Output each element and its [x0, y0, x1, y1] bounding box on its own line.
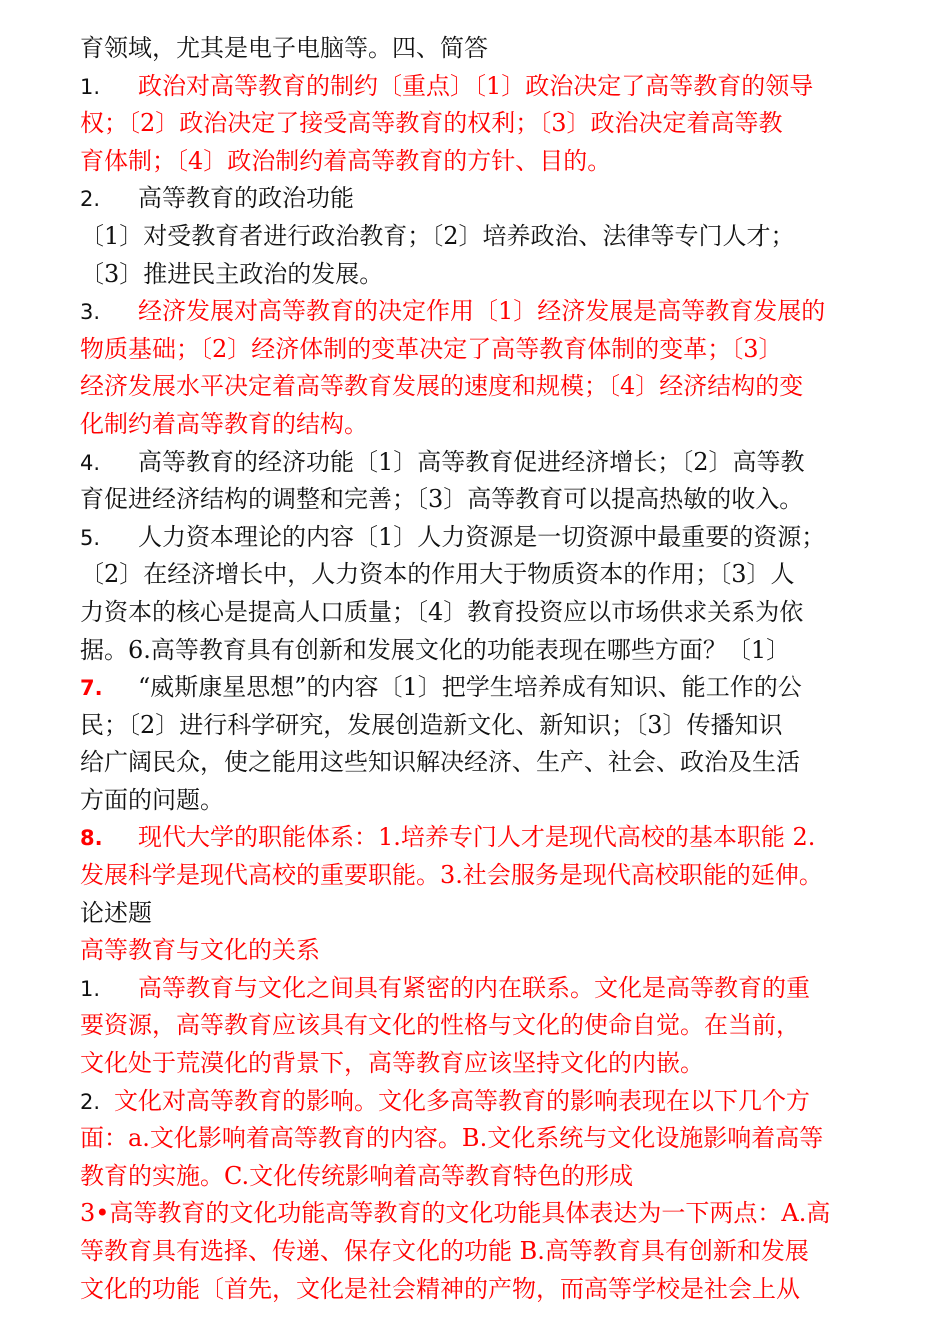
text-line [80, 368, 880, 406]
line-text: 3•高等教育的文化功能高等教育的文化功能具体表达为一下两点：A.高 [80, 1199, 831, 1228]
line-text: 育促进经济结构的调整和完善；〔3〕高等教育可以提高热敏的收入。 [80, 485, 804, 514]
text-line [80, 744, 880, 782]
text-line [80, 1120, 880, 1158]
line-text: 〔2〕在经济增长中，人力资本的作用大于物质资本的作用；〔3〕人 [80, 560, 795, 589]
line-text: 等教育具有选择、传递、保存文化的功能 B.高等教育具有创新和发展 [80, 1237, 809, 1265]
line-text: 给广阔民众，使之能用这些知识解决经济、生产、社会、政治及生活 [80, 748, 800, 777]
text-line [80, 632, 880, 670]
text-line [80, 1233, 880, 1271]
text-line [80, 819, 880, 857]
line-text: 高等教育的政治功能 [138, 184, 354, 213]
line-text: “威斯康星思想”的内容〔1〕把学生培养成有知识、能工作的公 [138, 673, 802, 702]
line-text: 人力资本理论的内容〔1〕人力资源是一切资源中最重要的资源； [138, 522, 826, 551]
item-number: 8. [80, 826, 103, 851]
line-text: 文化对高等教育的影响。文化多高等教育的影响表现在以下几个方 [114, 1086, 810, 1115]
line-text: 面：a.文化影响着高等教育的内容。B.文化系统与文化设施影响着高等 [80, 1124, 824, 1153]
text-line [80, 895, 880, 933]
text-line [80, 331, 880, 369]
item-number: 3. [80, 300, 101, 325]
text-line [80, 444, 880, 482]
line-text: 高等教育的经济功能〔1〕高等教育促进经济增长；〔2〕高等教 [138, 447, 805, 476]
line-text: 化制约着高等教育的结构。 [80, 409, 368, 438]
line-text: 论述题 [80, 898, 152, 927]
text-line [80, 68, 880, 106]
text-line [80, 707, 880, 745]
line-text: 〔3〕推进民主政治的发展。 [80, 259, 384, 288]
line-text: 高等教育与文化的关系 [80, 936, 320, 965]
text-line [80, 1045, 880, 1083]
text-line [80, 970, 880, 1008]
line-text: 高等教育与文化之间具有紧密的内在联系。文化是高等教育的重 [138, 973, 810, 1002]
text-line [80, 932, 880, 970]
line-text: 经济发展水平决定着高等教育发展的速度和规模；〔4〕经济结构的变 [80, 372, 804, 401]
text-line [80, 1158, 880, 1196]
text-line [80, 556, 880, 594]
item-number: 5. [80, 525, 101, 550]
text-line [80, 406, 880, 444]
line-text: 力资本的核心是提高人口质量；〔4〕教育投资应以市场供求关系为依 [80, 597, 804, 626]
text-line [80, 105, 880, 143]
item-number: 2. [80, 187, 101, 212]
text-line [80, 218, 880, 256]
text-line [80, 256, 880, 294]
line-text: 物质基础；〔2〕经济体制的变革决定了高等教育体制的变革；〔3〕 [80, 334, 783, 363]
item-number: 7. [80, 676, 103, 701]
line-text: 权；〔2〕政治决定了接受高等教育的权利；〔3〕政治决定着高等教 [80, 109, 783, 138]
text-line [80, 1007, 880, 1045]
item-number: 4. [80, 450, 101, 475]
text-line [80, 519, 880, 557]
text-line [80, 594, 880, 632]
line-text: 现代大学的职能体系：1.培养专门人才是现代高校的基本职能 2. [138, 823, 816, 852]
text-line [80, 857, 880, 895]
item-number: 1. [80, 74, 101, 99]
text-line [80, 180, 880, 218]
line-text: 要资源，高等教育应该具有文化的性格与文化的使命自觉。在当前， [80, 1011, 800, 1040]
line-text: 育体制；〔4〕政治制约着高等教育的方针、目的。 [80, 146, 612, 175]
text-line [80, 30, 880, 68]
line-text: 据。6.高等教育具有创新和发展文化的功能表现在哪些方面？〔1〕 [80, 635, 791, 664]
text-line [80, 293, 880, 331]
line-text: 民；〔2〕进行科学研究，发展创造新文化、新知识；〔3〕传播知识 [80, 710, 783, 739]
line-text: 文化处于荒漠化的背景下，高等教育应该坚持文化的内嵌。 [80, 1049, 704, 1078]
line-text: 〔1〕对受教育者进行政治教育；〔2〕培养政治、法律等专门人才； [80, 221, 795, 250]
item-number: 2. [80, 1089, 101, 1114]
line-text: 教育的实施。C.文化传统影响着高等教育特色的形成 [80, 1161, 634, 1190]
line-text: 政治对高等教育的制约〔重点〕〔1〕政治决定了高等教育的领导 [138, 71, 814, 100]
line-text: 方面的问题。 [80, 785, 224, 814]
line-text: 发展科学是现代高校的重要职能。3.社会服务是现代高校职能的延伸。 [80, 861, 823, 890]
text-line [80, 1083, 880, 1121]
text-line [80, 1195, 880, 1233]
text-line [80, 1271, 880, 1309]
text-line [80, 481, 880, 519]
text-line [80, 782, 880, 820]
text-line [80, 669, 880, 707]
line-text: 育领域，尤其是电子电脑等。四、简答 [80, 34, 488, 62]
line-text: 经济发展对高等教育的决定作用〔1〕经济发展是高等教育发展的 [138, 297, 826, 326]
item-number: 1. [80, 976, 101, 1001]
document-page [80, 30, 880, 1308]
line-text: 文化的功能〔首先，文化是社会精神的产物，而高等学校是社会上从 [80, 1274, 800, 1303]
text-line [80, 143, 880, 181]
